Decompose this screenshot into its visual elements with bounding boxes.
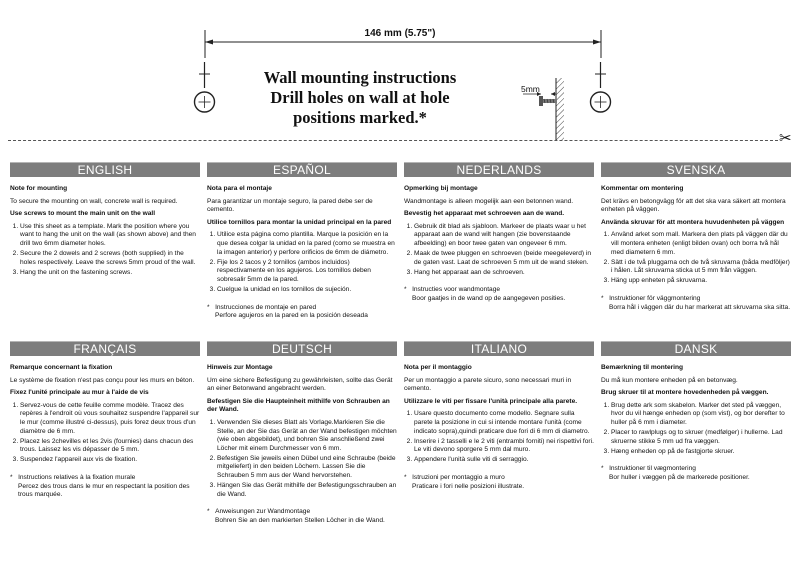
step-item: 1. Servez-vous de cette feuille comme modèle. Tracez des repères à l'endroit où vous souhaitez suspendre l'appareil sur le mur (comme illustré ci-dessus), puis forez deux trous d'un diamètre de 6 mm. <box>20 402 200 436</box>
steps-heading: Befestigen Sie die Haupteinheit mithilfe von Schrauben an der Wand. <box>207 397 390 414</box>
language-header: ENGLISH <box>10 162 200 177</box>
step-item: 2. Befestigen Sie jeweils einen Dübel und eine Schraube (beide mitgeliefert) in den beiden Löchern. Lassen Sie die Schrauben 5 mm aus der Wand hervorstehen. <box>217 455 397 481</box>
steps-heading: Använda skruvar för att montera huvudenheten på väggen <box>601 218 785 226</box>
note-text: Det krävs en betongvägg för att det ska vara säkert att montera enheten på väggen. <box>601 197 786 214</box>
note-text: Para garantizar un montaje seguro, la pared debe ser de cemento. <box>207 197 373 214</box>
steps-list <box>10 402 200 465</box>
footnote-title-text: Instruktioner til vægmontering <box>609 465 696 473</box>
step-item: 3. Hang het apparaat aan de schroeven. <box>414 269 594 278</box>
note-heading: Opmerking bij montage <box>404 185 478 192</box>
step-item: 1. Usare questo documento come modello. Segnare sulla parete la posizione in cui si intende montare l'unità (come indicato sopra),quindi praticare due fori di 6 mm di diametro. <box>414 410 594 436</box>
steps-list <box>404 410 594 465</box>
language-section <box>10 341 200 500</box>
steps-list <box>207 419 397 499</box>
step-item: 3. Suspendez l'appareil aux vis de fixation. <box>20 456 200 465</box>
language-header: DANSK <box>601 341 791 356</box>
footnote-title: * Anweisungen zur Wandmontage <box>207 508 311 516</box>
footnote-title-text: Instructions relatives à la fixation murale <box>18 473 136 481</box>
footnote <box>207 508 397 525</box>
step-item: 3. Cuelgue la unidad en los tornillos de sujeción. <box>217 286 397 295</box>
language-header: DEUTSCH <box>207 341 397 356</box>
footnote-text: Bor huller i væggen på de markerede positioner. <box>609 473 750 481</box>
step-item: 2. Sätt i de två pluggarna och de två skruvarna (båda medföljer) i hålen. Låt skruvarna sticka ut 5 mm från väggen. <box>611 259 791 276</box>
note-text: To secure the mounting on wall, concrete wall is required. <box>10 197 178 205</box>
footnote-title-text: Instrucciones de montaje en pared <box>215 303 317 311</box>
footnote-title-text: Anweisungen zur Wandmontage <box>215 508 311 516</box>
step-item: 2. Fije los 2 tacos y 2 tornillos (ambos incluidos) respectivamente en los agujeros. Los tornillos deben sobresalir 5mm de la pared. <box>217 259 397 285</box>
footnote-title: * Instrucciones de montaje en pared <box>207 303 317 311</box>
footnote-title-text: Instruktioner för väggmontering <box>609 294 701 302</box>
note-text: Per un montaggio a parete sicuro, sono necessari muri in cemento. <box>404 376 572 393</box>
footnote-title: * Instructions relatives à la fixation murale <box>10 473 136 481</box>
note-text: Um eine sichere Befestigung zu gewährleisten, sollte das Gerät an einer Betonwand angebracht werden. <box>207 376 393 393</box>
footnote <box>207 304 397 321</box>
footnote <box>10 474 200 500</box>
dimension-arrow-left <box>205 40 213 45</box>
footnote-text: Bohren Sie an den markierten Stellen Löcher in die Wand. <box>215 516 385 524</box>
note-heading: Nota per il montaggio <box>404 364 472 371</box>
note-text: Wandmontage is alleen mogelijk aan een betonnen wand. <box>404 197 574 205</box>
step-item: 3. Appendere l'unità sulle viti di serraggio. <box>414 456 594 465</box>
title-line: Drill holes on wall at hole <box>270 88 450 107</box>
steps-heading: Brug skruer til at montere hovedenheden på væggen. <box>601 389 769 397</box>
language-section <box>601 341 791 483</box>
footnote-title-text: Instructies voor wandmontage <box>412 286 501 294</box>
step-item: 1. Verwenden Sie dieses Blatt als Vorlage.Markieren Sie die Stelle, an der Sie das Gerät an der Wand befestigen möchten (wie oben abgebildet), und bohren Sie anschließend zwei Löcher mit einem Durchmesser von 6 mm. <box>217 419 397 453</box>
note-heading: Kommentar om montering <box>601 185 684 192</box>
step-item: 3. Hang the unit on the fastening screws. <box>20 269 200 278</box>
dimension-arrow-right <box>593 40 601 45</box>
step-item: 2. Placez les 2chevilles et les 2vis (fournies) dans chacun des trous. Laissez les vis dépasser de 5 mm. <box>20 438 200 455</box>
footnote <box>404 474 594 491</box>
title-line: positions marked.* <box>293 108 427 127</box>
note-heading: Hinweis zur Montage <box>207 364 273 371</box>
page-title <box>250 68 470 128</box>
footnote-title: * Instruktioner för väggmontering <box>601 294 701 302</box>
language-header: ESPAÑOL <box>207 162 397 177</box>
language-section <box>404 341 594 491</box>
step-item: 2. Secure the 2 dowels and 2 screws (both supplied) in the holes respectively. Leave the screws 5mm proud of the wall. <box>20 250 200 267</box>
steps-heading: Utilice tornillos para montar la unidad principal en la pared <box>207 218 392 226</box>
note-heading: Remarque concernant la fixation <box>10 364 113 371</box>
language-section <box>207 341 397 526</box>
right-keyhole-icon <box>591 62 611 112</box>
note-heading: Bemærkning til montering <box>601 364 684 371</box>
scissors-icon: ✂ <box>779 130 792 147</box>
footnote-text: Perfore agujeros en la pared en la posición deseada <box>215 312 368 320</box>
cut-line <box>8 140 778 141</box>
note-text: Le système de fixation n'est pas conçu pour les murs en béton. <box>10 376 195 384</box>
steps-heading: Bevestig het apparaat met schroeven aan de wand. <box>404 210 565 218</box>
footnote-title: * Instruktioner til vægmontering <box>601 465 696 473</box>
note-heading: Nota para el montaje <box>207 185 272 192</box>
footnote-text: Percez des trous dans le mur en respectant la position des trous marquée. <box>18 482 190 499</box>
dimension-label: 146 mm (5.75") <box>364 28 436 39</box>
language-section <box>207 162 397 321</box>
language-section <box>10 162 200 283</box>
step-item: 1. Använd arket som mall. Markera den plats på väggen där du vill montera enheten (enligt bilden ovan) och borra två hål med diametern 6 mm. <box>611 231 791 257</box>
step-item: 1. Use this sheet as a template. Mark the position where you want to hang the unit on the wall (as shown above) and then drill two 6mm diameter holes. <box>20 223 200 249</box>
steps-list <box>404 223 594 278</box>
note-heading: Note for mounting <box>10 185 68 192</box>
language-header: SVENSKA <box>601 162 791 177</box>
screw-protrusion-label: 5mm <box>521 84 540 94</box>
footnote <box>601 465 791 482</box>
step-item: 3. Hæng enheden op på de fastgjorte skruer. <box>611 448 791 457</box>
footnote-text: Borra hål i väggen där du har markerat att skruvarna ska sitta. <box>609 303 791 311</box>
language-section <box>404 162 594 304</box>
footnote-title: * Istruzioni per montaggio a muro <box>404 473 505 481</box>
steps-list <box>207 231 397 294</box>
step-item: 1. Utilice esta página como plantilla. Marque la posición en la que desea colgar la unidad en la pared (como se muestra en la imagen anterior) y perfore orificios de 6mm de diámetro. <box>217 231 397 257</box>
language-header: NEDERLANDS <box>404 162 594 177</box>
note-text: Du må kun montere enheden på en betonvæg. <box>601 376 738 384</box>
step-item: 1. Brug dette ark som skabelon. Marker det sted på væggen, hvor du vil hænge enheden op (som vist), og bor derefter to huller på 6 mm i diameter. <box>611 402 791 428</box>
steps-heading: Fixez l'unité principale au mur à l'aide de vis <box>10 389 149 397</box>
steps-list <box>10 223 200 278</box>
title-line: Wall mounting instructions <box>263 68 457 87</box>
step-item: 2. Maak de twee pluggen en schroeven (beide meegeleverd) in de gaten vast. Laat de schroeven 5 mm uit de wand steken. <box>414 250 594 267</box>
step-item: 1. Gebruik dit blad als sjabloon. Markeer de plaats waar u het apparaat aan de wand wilt hangen (zie bovenstaande afbeelding) en boor twee gaten van ongeveer 6 mm. <box>414 223 594 249</box>
language-header: FRANÇAIS <box>10 341 200 356</box>
left-keyhole-icon <box>195 62 215 112</box>
step-item: 2. Placer to rawlplugs og to skruer (medfølger) i hullerne. Lad skruerne stikke 5 mm ud fra væggen. <box>611 429 791 446</box>
language-header: ITALIANO <box>404 341 594 356</box>
language-section <box>601 162 791 312</box>
step-item: 3. Hängen Sie das Gerät mithilfe der Befestigungsschrauben an die Wand. <box>217 482 397 499</box>
footnote-text: Praticare i fori nelle posizioni illustrate. <box>412 482 525 490</box>
steps-list <box>601 231 791 286</box>
steps-list <box>601 402 791 457</box>
footnote-title: * Instructies voor wandmontage <box>404 286 501 294</box>
step-item: 3. Häng upp enheten på skruvarna. <box>611 277 791 286</box>
footnote-text: Boor gaatjes in de wand op de aangegeven posities. <box>412 294 566 302</box>
footnote <box>404 286 594 303</box>
footnote-title-text: Istruzioni per montaggio a muro <box>412 473 505 481</box>
steps-heading: Utilizzare le viti per fissare l'unità principale alla parete. <box>404 397 578 405</box>
steps-heading: Use screws to mount the main unit on the wall <box>10 210 156 218</box>
step-item: 2. Inserire i 2 tasselli e le 2 viti (entrambi forniti) nei rispettivi fori. Le viti devono sporgere 5 mm dal muro. <box>414 438 594 455</box>
footnote <box>601 295 791 312</box>
